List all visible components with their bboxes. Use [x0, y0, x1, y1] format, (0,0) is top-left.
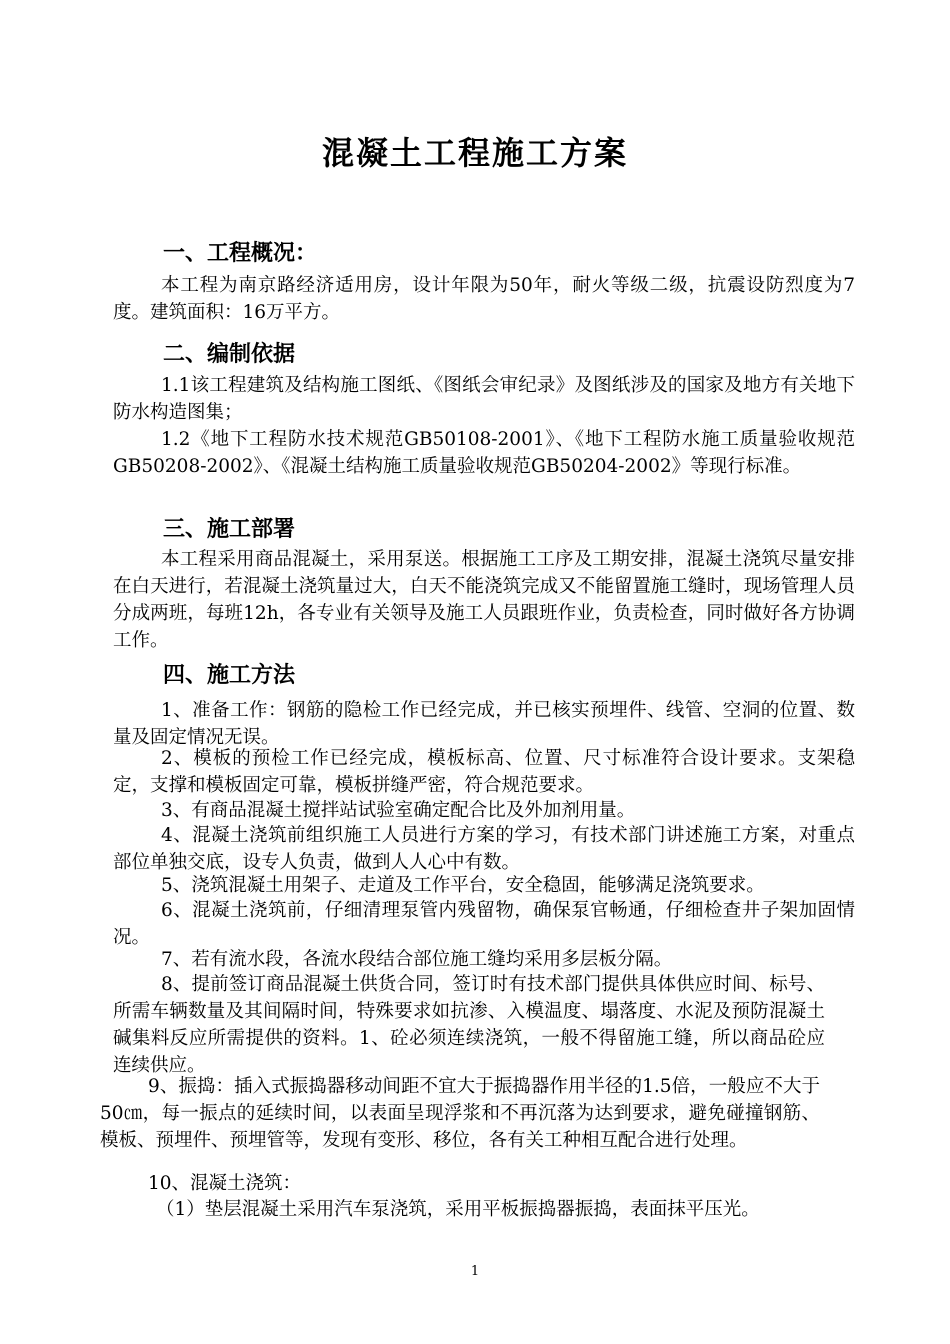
section-heading-deployment: 三、施工部署: [163, 517, 296, 542]
paragraph-method-8: 8、提前签订商品混凝土供货合同，签订时有技术部门提供具体供应时间、标号、所需车辆数量及其间隔时间，特殊要求如抗渗、入模温度、塌落度、水泥及预防混凝土碱集料反应所需提供的资料。1、砼必须连续浇筑，一般不得留施工缝，所以商品砼应连续供应。: [113, 974, 825, 1076]
paragraph-basis-2: 1.2《地下工程防水技术规范GB50108-2001》、《地下工程防水施工质量验收规范GB50208-2002》、《混凝土结构施工质量验收规范GB50204-2002》等现行标准。: [113, 429, 855, 477]
section-heading-overview: 一、工程概况：: [163, 241, 318, 266]
page-number: 1: [470, 1264, 480, 1279]
paragraph-basis-1: 1.1该工程建筑及结构施工图纸、《图纸会审纪录》及图纸涉及的国家及地方有关地下防水构造图集；: [113, 375, 855, 423]
paragraph-method-7: 7、若有流水段，各流水段结合部位施工缝均采用多层板分隔。: [161, 949, 673, 970]
page-title: 混凝土工程施工方案: [321, 134, 628, 172]
paragraph-overview: 本工程为南京路经济适用房，设计年限为50年，耐火等级二级，抗震设防烈度为7度。建筑面积：16万平方。: [113, 275, 855, 323]
paragraph-method-6: 6、混凝土浇筑前，仔细清理泵管内残留物，确保泵官畅通，仔细检查井子架加固情况。: [113, 900, 855, 948]
section-heading-basis: 二、编制依据: [163, 342, 296, 367]
paragraph-method-3: 3、有商品混凝土搅拌站试验室确定配合比及外加剂用量。: [161, 800, 636, 821]
paragraph-method-9: 9、振捣：插入式振捣器移动间距不宜大于振捣器作用半径的1.5倍，一般应不大于50㎝，每一振点的延续时间，以表面呈现浮浆和不再沉落为达到要求，避免碰撞钢筋、模板、预埋件、预埋管等，发现有变形、移位，各有关工种相互配合进行处理。: [100, 1076, 820, 1151]
paragraph-deployment: 本工程采用商品混凝土，采用泵送。根据施工工序及工期安排，混凝土浇筑尽量安排在白天进行，若混凝土浇筑量过大，白天不能浇筑完成又不能留置施工缝时，现场管理人员分成两班，每班12h，各专业有关领导及施工人员跟班作业，负责检查，同时做好各方协调工作。: [113, 549, 855, 651]
paragraph-method-10-1: （1）垫层混凝土采用汽车泵浇筑，采用平板振捣器振捣，表面抹平压光。: [156, 1199, 760, 1220]
paragraph-method-2: 2、模板的预检工作已经完成，模板标高、位置、尺寸标准符合设计要求。支架稳定，支撑和模板固定可靠，模板拼缝严密，符合规范要求。: [113, 748, 855, 796]
paragraph-method-10: 10、混凝土浇筑：: [148, 1173, 302, 1194]
paragraph-method-5: 5、浇筑混凝土用架子、走道及工作平台，安全稳固，能够满足浇筑要求。: [161, 875, 765, 896]
paragraph-method-1: 1、准备工作：钢筋的隐检工作已经完成，并已核实预埋件、线管、空洞的位置、数量及固定情况无误。: [113, 700, 855, 748]
paragraph-method-4: 4、混凝土浇筑前组织施工人员进行方案的学习，有技术部门讲述施工方案，对重点部位单独交底，设专人负责，做到人人心中有数。: [113, 825, 855, 873]
section-heading-method: 四、施工方法: [163, 663, 296, 688]
